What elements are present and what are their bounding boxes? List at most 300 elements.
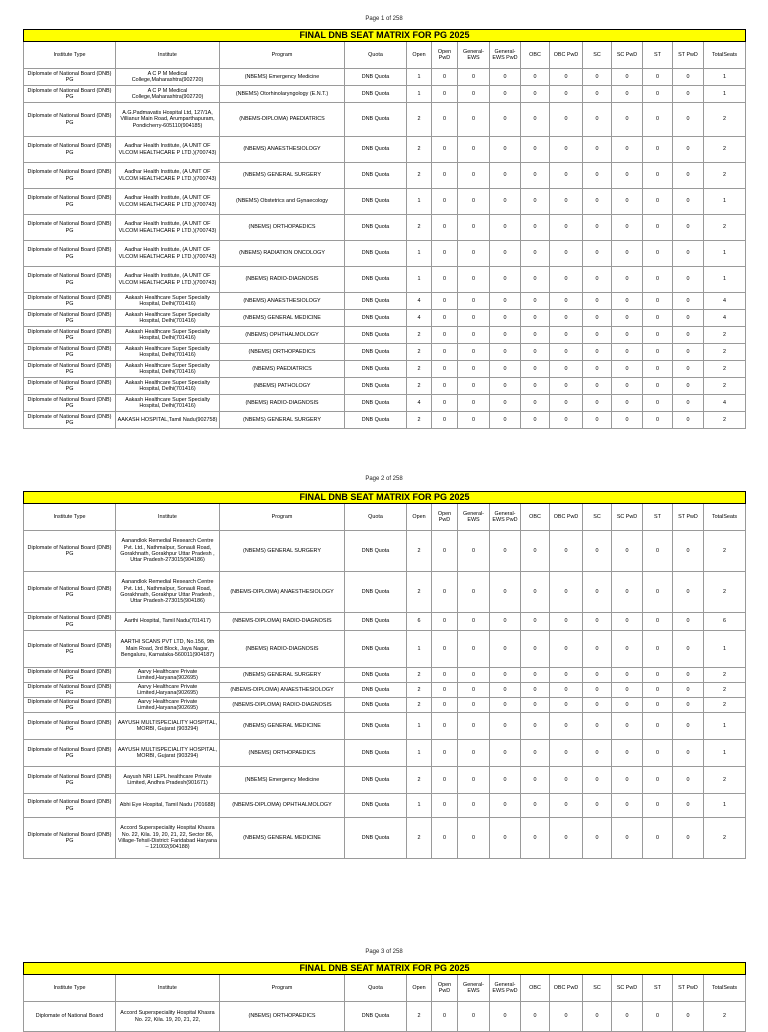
table-cell: (NBEMS) RADIO-DIAGNOSIS [220,631,345,668]
column-header: TotalSeats [704,42,746,69]
table-cell: 0 [458,241,490,267]
table-cell: 0 [673,794,704,818]
column-header: OBC [521,975,550,1002]
table-cell: 0 [490,69,521,86]
table-cell: 0 [432,293,458,310]
table-cell: 0 [673,241,704,267]
table-cell: 0 [521,767,550,794]
table-cell: Diplomate of National Board (DNB) PG [24,69,116,86]
table-cell: 0 [643,395,673,412]
table-cell: 0 [490,293,521,310]
table-cell: 0 [612,267,643,293]
column-header: General-EWS [458,42,490,69]
table-row [24,683,746,698]
table-cell: Accord Superspeciality Hospital Khasra No. 22, Kila. 19, 20, 21, 22, Sector 86, Village-Tehsil-District: Faridabad Haryana – 121002(904188) [116,818,220,859]
column-header: TotalSeats [704,975,746,1002]
table-cell: Diplomate of National Board (DNB) PG [24,668,116,683]
table-cell: 0 [521,698,550,713]
table-cell: DNB Quota [345,137,407,163]
table-cell: 0 [673,69,704,86]
table-cell: 0 [583,163,612,189]
table-row [24,293,746,310]
table-cell: 0 [521,344,550,361]
table-cell: 0 [673,103,704,137]
table-cell: 0 [521,531,550,572]
table-cell: 1 [704,69,746,86]
table-cell: 0 [643,163,673,189]
table-cell: Diplomate of National Board (DNB) PG [24,794,116,818]
table-cell: 0 [458,395,490,412]
table-cell: Aadhar Health Institute, (A UNIT OF VLCOM HEALTHCARE P LTD.)(700743) [116,267,220,293]
table-cell: 0 [490,794,521,818]
table-cell: 0 [458,378,490,395]
column-header: ST [643,975,673,1002]
table-cell: 0 [673,267,704,293]
column-header: Institute Type [24,504,116,531]
table-cell: 0 [550,631,583,668]
table-cell: 2 [704,137,746,163]
table-cell: 0 [458,412,490,429]
table-cell: DNB Quota [345,163,407,189]
table-cell: (NBEMS-DIPLOMA) ANAESTHESIOLOGY [220,572,345,613]
table-cell: Diplomate of National Board (DNB) PG [24,713,116,740]
column-header: Program [220,42,345,69]
column-header: SC [583,42,612,69]
table-cell: 0 [458,137,490,163]
table-cell: 0 [612,1002,643,1032]
table-row [24,327,746,344]
table-cell: 0 [490,241,521,267]
table-cell: 1 [704,740,746,767]
table-cell: Aarvy Healthcare Private Limited,Haryana(902695) [116,698,220,713]
table-cell: 1 [407,267,432,293]
table-cell: 0 [673,412,704,429]
table-cell: 0 [673,613,704,631]
table-cell: (NBEMS) RADIO-DIAGNOSIS [220,395,345,412]
table-cell: (NBEMS) ORTHOPAEDICS [220,1002,345,1032]
table-cell: 0 [673,683,704,698]
table-cell: 0 [490,668,521,683]
table-cell: 0 [643,1002,673,1032]
table-row [24,344,746,361]
table-cell: 0 [521,361,550,378]
table-cell: 2 [407,531,432,572]
table-cell: (NBEMS-DIPLOMA) OPHTHALMOLOGY [220,794,345,818]
table-cell: 0 [521,86,550,103]
table-cell: 2 [407,378,432,395]
table-cell: 0 [490,378,521,395]
table-cell: (NBEMS) ORTHOPAEDICS [220,344,345,361]
table-cell: 0 [643,189,673,215]
table-cell: 0 [550,531,583,572]
table-cell: 4 [407,310,432,327]
table-row [24,412,746,429]
table-cell: Diplomate of National Board (DNB) PG [24,818,116,859]
table-cell: Aadhar Health Institute, (A UNIT OF VLCOM HEALTHCARE P LTD.)(700743) [116,137,220,163]
table-cell: 0 [643,241,673,267]
table-cell: 0 [673,86,704,103]
table-cell: Aakash Healthcare Super Specialty Hospital, Delhi(701416) [116,395,220,412]
table-cell: 2 [704,163,746,189]
column-header: Program [220,504,345,531]
table-cell: 0 [458,163,490,189]
table-cell: DNB Quota [345,698,407,713]
table-cell: 0 [521,293,550,310]
seat-matrix-table [23,491,746,859]
table-cell: 1 [407,86,432,103]
table-cell: 0 [432,241,458,267]
table-cell: 0 [458,631,490,668]
table-cell: 0 [521,103,550,137]
table-cell: 0 [521,378,550,395]
table-cell: 0 [490,215,521,241]
table-cell: 0 [432,668,458,683]
table-cell: Diplomate of National Board (DNB) PG [24,189,116,215]
table-cell: 0 [458,267,490,293]
table-cell: 0 [673,137,704,163]
table-cell: 0 [612,767,643,794]
table-cell: 2 [407,683,432,698]
table-cell: 0 [458,310,490,327]
column-header: SC PwD [612,42,643,69]
table-cell: 0 [643,215,673,241]
table-cell: DNB Quota [345,267,407,293]
table-cell: (NBEMS) Obstetrics and Gynaecology [220,189,345,215]
table-cell: 0 [432,713,458,740]
table-cell: AARTHI SCANS PVT LTD, No.156, 9th Main Road, 3rd Block, Jaya Nagar, Bengaluru, Karnataka-560011(904187) [116,631,220,668]
table-cell: 0 [583,412,612,429]
column-header: TotalSeats [704,504,746,531]
table-cell: 0 [612,683,643,698]
table-cell: DNB Quota [345,361,407,378]
table-cell: AAYUSH MULTISPECIALITY HOSPITAL, MORBI, Gujarat (903294) [116,740,220,767]
table-cell: 0 [458,713,490,740]
table-cell: 1 [407,794,432,818]
table-cell: 0 [521,412,550,429]
column-header: Open PwD [432,504,458,531]
table-cell: 0 [432,103,458,137]
table-cell: 0 [643,668,673,683]
table-cell: (NBEMS) ORTHOPAEDICS [220,215,345,241]
table-cell: 0 [643,613,673,631]
column-header: Open [407,42,432,69]
table-cell: 0 [612,241,643,267]
column-header: Institute [116,504,220,531]
table-row [24,698,746,713]
table-cell: 0 [432,613,458,631]
table-cell: 1 [704,241,746,267]
table-cell: 0 [643,531,673,572]
column-header: General-EWS PwD [490,504,521,531]
column-header: Quota [345,975,407,1002]
table-cell: 2 [407,215,432,241]
table-cell: 0 [612,631,643,668]
table-cell: 0 [583,698,612,713]
table-cell: 0 [550,1002,583,1032]
column-header: OBC PwD [550,42,583,69]
table-cell: 2 [407,103,432,137]
column-header: SC [583,975,612,1002]
table-cell: 1 [704,794,746,818]
table-cell: 0 [432,698,458,713]
table-cell: 0 [550,327,583,344]
table-cell: 0 [432,531,458,572]
table-cell: (NBEMS) ORTHOPAEDICS [220,740,345,767]
table-cell: 0 [673,1002,704,1032]
table-cell: 0 [643,412,673,429]
table-cell: Aanandlok Remedial Research Centre Pvt. Ltd., Nathmalpur, Sonauli Road, Gorakhnath, Gorakhpur Uttar Pradesh , Uttar Pradesh-273015(904186) [116,572,220,613]
table-cell: (NBEMS-DIPLOMA) RADIO-DIAGNOSIS [220,613,345,631]
table-cell: 0 [643,631,673,668]
column-header: Quota [345,504,407,531]
table-cell: 0 [458,327,490,344]
header-row [24,42,746,69]
table-cell: 0 [643,344,673,361]
table-cell: 0 [673,215,704,241]
table-cell: Diplomate of National Board (DNB) PG [24,137,116,163]
table-cell: 0 [583,683,612,698]
table-cell: 2 [407,572,432,613]
table-cell: 0 [432,310,458,327]
table-cell: 0 [643,698,673,713]
table-cell: Aarvy Healthcare Private Limited,Haryana(902695) [116,683,220,698]
column-header: Open PwD [432,975,458,1002]
column-header: Open [407,504,432,531]
table-cell: 0 [583,103,612,137]
table-cell: (NBEMS) GENERAL SURGERY [220,531,345,572]
table-cell: 0 [612,215,643,241]
table-cell: DNB Quota [345,668,407,683]
table-cell: 0 [432,361,458,378]
table-cell: 0 [521,395,550,412]
table-cell: 2 [704,215,746,241]
table-cell: Aadhar Health Institute, (A UNIT OF VLCOM HEALTHCARE P LTD.)(700743) [116,189,220,215]
table-cell: 0 [432,137,458,163]
table-cell: Diplomate of National Board (DNB) PG [24,293,116,310]
table-cell: DNB Quota [345,103,407,137]
table-cell: 0 [643,310,673,327]
table-cell: 0 [673,310,704,327]
table-cell: 0 [521,668,550,683]
table-cell: 0 [432,631,458,668]
table-cell: DNB Quota [345,613,407,631]
table-cell: 0 [490,310,521,327]
table-cell: 0 [550,668,583,683]
table-cell: 1 [704,267,746,293]
table-cell: DNB Quota [345,378,407,395]
table-cell: 0 [550,683,583,698]
table-cell: 0 [521,241,550,267]
column-header: Program [220,975,345,1002]
table-cell: 0 [612,361,643,378]
table-cell: 0 [432,344,458,361]
table-row [24,395,746,412]
table-cell: 2 [704,378,746,395]
table-cell: 0 [521,794,550,818]
table-cell: 0 [643,767,673,794]
table-cell: 0 [550,818,583,859]
table-cell: DNB Quota [345,683,407,698]
table-cell: 0 [458,818,490,859]
table-cell: 0 [583,361,612,378]
table-cell: 4 [407,395,432,412]
table-cell: 0 [583,137,612,163]
table-row [24,215,746,241]
table-cell: 0 [643,378,673,395]
table-cell: 0 [432,794,458,818]
table-cell: (NBEMS) ANAESTHESIOLOGY [220,293,345,310]
table-cell: 2 [704,767,746,794]
table-cell: DNB Quota [345,794,407,818]
table-cell: (NBEMS-DIPLOMA) ANAESTHESIOLOGY [220,683,345,698]
table-cell: DNB Quota [345,713,407,740]
table-cell: 1 [704,631,746,668]
table-row [24,310,746,327]
table-row [24,69,746,86]
table-cell: 0 [432,189,458,215]
table-cell: A C P M Medical College,Maharashtra(902720) [116,86,220,103]
table-cell: 2 [704,818,746,859]
table-title: FINAL DNB SEAT MATRIX FOR PG 2025 [24,492,746,504]
table-cell: 2 [704,103,746,137]
table-cell: Diplomate of National Board (DNB) PG [24,163,116,189]
seat-matrix-table [23,962,746,1032]
table-row [24,794,746,818]
table-cell: (NBEMS) PAEDIATRICS [220,361,345,378]
table-cell: 0 [490,86,521,103]
table-cell: DNB Quota [345,344,407,361]
table-cell: 0 [490,137,521,163]
table-cell: 1 [704,189,746,215]
column-header: SC PwD [612,504,643,531]
table-row [24,86,746,103]
table-cell: 2 [407,163,432,189]
table-cell: Aakash Healthcare Super Specialty Hospital, Delhi(701416) [116,378,220,395]
table-cell: 0 [550,215,583,241]
table-cell: Diplomate of National Board [24,1002,116,1032]
table-cell: 0 [458,531,490,572]
table-cell: Diplomate of National Board (DNB) PG [24,267,116,293]
table-row [24,631,746,668]
table-cell: 0 [550,241,583,267]
column-header: SC PwD [612,975,643,1002]
table-cell: 0 [583,767,612,794]
table-cell: 1 [407,189,432,215]
table-cell: DNB Quota [345,740,407,767]
table-cell: 0 [673,361,704,378]
table-cell: 2 [704,531,746,572]
table-cell: 4 [704,293,746,310]
table-cell: 0 [490,631,521,668]
table-cell: 0 [521,572,550,613]
table-row [24,767,746,794]
table-cell: 0 [490,767,521,794]
table-cell: 0 [643,293,673,310]
table-cell: 0 [432,327,458,344]
header-row [24,504,746,531]
column-header: ST [643,42,673,69]
table-cell: 0 [490,531,521,572]
column-header: ST [643,504,673,531]
table-cell: (NBEMS-DIPLOMA) RADIO-DIAGNOSIS [220,698,345,713]
table-cell: 2 [704,1002,746,1032]
table-cell: Aayush NRI LEPL healthcare Private Limited, Andhra Pradesh(901671) [116,767,220,794]
table-cell: 0 [432,572,458,613]
table-row [24,103,746,137]
table-cell: 0 [432,740,458,767]
table-row [24,163,746,189]
table-cell: 0 [432,267,458,293]
table-cell: (NBEMS-DIPLOMA) PAEDIATRICS [220,103,345,137]
table-cell: 0 [643,713,673,740]
table-cell: 0 [583,631,612,668]
table-cell: DNB Quota [345,310,407,327]
table-cell: 0 [612,86,643,103]
table-cell: Aarthi Hospital, Tamil Nadu(701417) [116,613,220,631]
table-cell: DNB Quota [345,241,407,267]
table-cell: (NBEMS) Emergency Medicine [220,767,345,794]
column-header: General-EWS [458,975,490,1002]
table-cell: Aakash Healthcare Super Specialty Hospital, Delhi(701416) [116,344,220,361]
table-cell: 2 [407,698,432,713]
table-cell: DNB Quota [345,189,407,215]
table-cell: 0 [490,713,521,740]
table-row [24,668,746,683]
table-cell: 0 [583,310,612,327]
table-cell: 0 [432,683,458,698]
table-cell: 2 [704,698,746,713]
table-cell: 0 [458,613,490,631]
table-cell: 0 [458,344,490,361]
table-row [24,137,746,163]
column-header: General-EWS PwD [490,975,521,1002]
table-cell: (NBEMS) GENERAL MEDICINE [220,818,345,859]
table-cell: 0 [521,1002,550,1032]
table-cell: 2 [704,683,746,698]
table-cell: 0 [490,698,521,713]
table-cell: 0 [612,818,643,859]
table-cell: 0 [612,668,643,683]
table-cell: 0 [673,668,704,683]
table-cell: 0 [432,86,458,103]
table-cell: 0 [521,137,550,163]
table-cell: 0 [583,69,612,86]
table-cell: 1 [407,740,432,767]
table-cell: AAYUSH MULTISPECIALITY HOSPITAL, MORBI, Gujarat (903294) [116,713,220,740]
column-header: General-EWS PwD [490,42,521,69]
table-cell: 0 [550,267,583,293]
table-cell: 2 [407,818,432,859]
table-cell: 0 [673,767,704,794]
table-cell: 0 [521,631,550,668]
table-cell: 2 [407,327,432,344]
table-cell: DNB Quota [345,818,407,859]
table-title: FINAL DNB SEAT MATRIX FOR PG 2025 [24,30,746,42]
table-cell: 0 [550,572,583,613]
table-cell: Diplomate of National Board (DNB) PG [24,412,116,429]
table-cell: 0 [583,189,612,215]
table-cell: 0 [521,713,550,740]
table-cell: 0 [490,163,521,189]
table-cell: 0 [673,293,704,310]
table-cell: 0 [612,137,643,163]
table-cell: DNB Quota [345,69,407,86]
table-cell: 0 [458,572,490,613]
table-cell: 0 [550,378,583,395]
table-cell: 2 [407,344,432,361]
table-cell: 0 [490,818,521,859]
table-cell: 0 [673,572,704,613]
